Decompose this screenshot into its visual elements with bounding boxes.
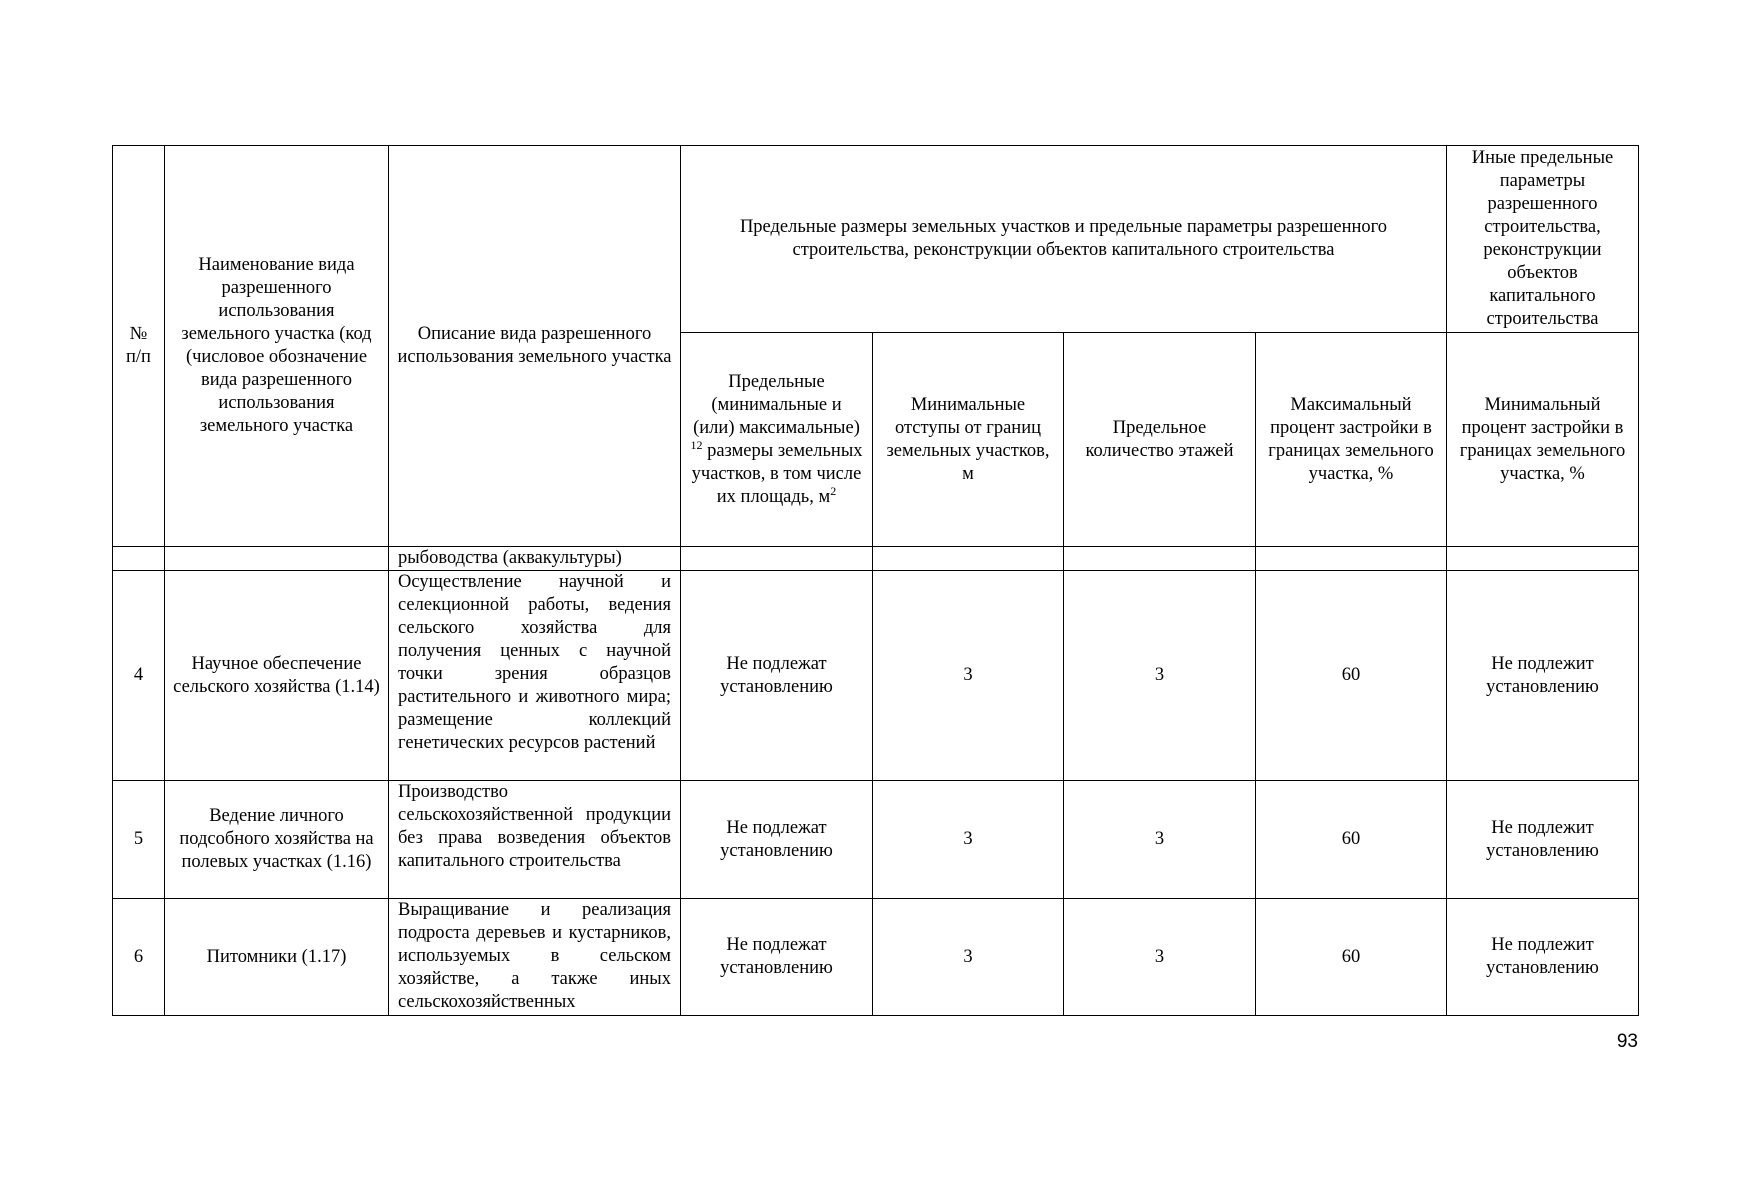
row-min-coverage: Не подлежит установлению <box>1447 899 1639 1016</box>
header-setbacks: Минимальные отступы от границ земельных участков, м <box>873 333 1064 547</box>
land-use-regulations-table <box>112 145 1639 1016</box>
header-name: Наименование вида разрешенного использования земельного участка (код (числовое обозначение вида разрешенного использования земельного участка <box>165 146 389 547</box>
row-num: 5 <box>113 781 165 899</box>
header-description: Описание вида разрешенного использования земельного участка <box>389 146 681 547</box>
row-floors: 3 <box>1064 781 1256 899</box>
table-row <box>113 781 1639 899</box>
row-sizes: Не подлежат установлению <box>681 781 873 899</box>
header-max-coverage: Максимальный процент застройки в границах земельного участка, % <box>1256 333 1447 547</box>
row-min-coverage: Не подлежит установлению <box>1447 571 1639 781</box>
row-num: 6 <box>113 899 165 1016</box>
row-floors: 3 <box>1064 899 1256 1016</box>
unit-superscript: 2 <box>830 483 837 498</box>
header-sizes-text: Предельные (минимальные и (или) максимальные) <box>693 371 860 438</box>
row-setbacks: 3 <box>873 899 1064 1016</box>
row-name: Питомники (1.17) <box>165 899 389 1016</box>
header-sizes-text-2: размеры земельных участков, в том числе их площадь, м <box>691 440 863 507</box>
row-max-coverage: 60 <box>1256 899 1447 1016</box>
row-description: Осуществление научной и селекционной работы, ведения сельского хозяйства для получения ценных с научной точки зрения образцов растительного и животного мира; размещение коллекций генетических ресурсов растений <box>389 571 681 781</box>
row-description: Производство сельскохозяйственной продукции без права возведения объектов капитального строительства <box>389 781 681 899</box>
row-floors: 3 <box>1064 571 1256 781</box>
footnote-marker: 12 <box>690 437 703 452</box>
row-max-coverage: 60 <box>1256 781 1447 899</box>
header-min-coverage: Минимальный процент застройки в границах земельного участка, % <box>1447 333 1639 547</box>
continuation-row <box>113 547 1639 571</box>
row-min-coverage: Не подлежит установлению <box>1447 781 1639 899</box>
header-row-1 <box>113 146 1639 333</box>
row-description: Выращивание и реализация подроста деревьев и кустарников, используемых в сельском хозяйстве, а также иных сельскохозяйственных <box>389 899 681 1016</box>
header-num: № п/п <box>113 146 165 547</box>
row-sizes: Не подлежат установлению <box>681 899 873 1016</box>
row-setbacks: 3 <box>873 571 1064 781</box>
table-row <box>113 571 1639 781</box>
row-num: 4 <box>113 571 165 781</box>
row-setbacks: 3 <box>873 781 1064 899</box>
row-sizes: Не подлежат установлению <box>681 571 873 781</box>
header-other-params: Иные предельные параметры разрешенного строительства, реконструкции объектов капитального строительства <box>1447 146 1639 333</box>
row-max-coverage: 60 <box>1256 571 1447 781</box>
header-limits-group: Предельные размеры земельных участков и предельные параметры разрешенного строительства, реконструкции объектов капитального строительства <box>681 146 1447 333</box>
row-name: Ведение личного подсобного хозяйства на полевых участках (1.16) <box>165 781 389 899</box>
row-name: Научное обеспечение сельского хозяйства (1.14) <box>165 571 389 781</box>
header-sizes <box>681 333 873 547</box>
continuation-description: рыбоводства (аквакультуры) <box>389 547 681 571</box>
table-row <box>113 899 1639 1016</box>
page-number: 93 <box>1616 1031 1638 1052</box>
header-floors: Предельное количество этажей <box>1064 333 1256 547</box>
